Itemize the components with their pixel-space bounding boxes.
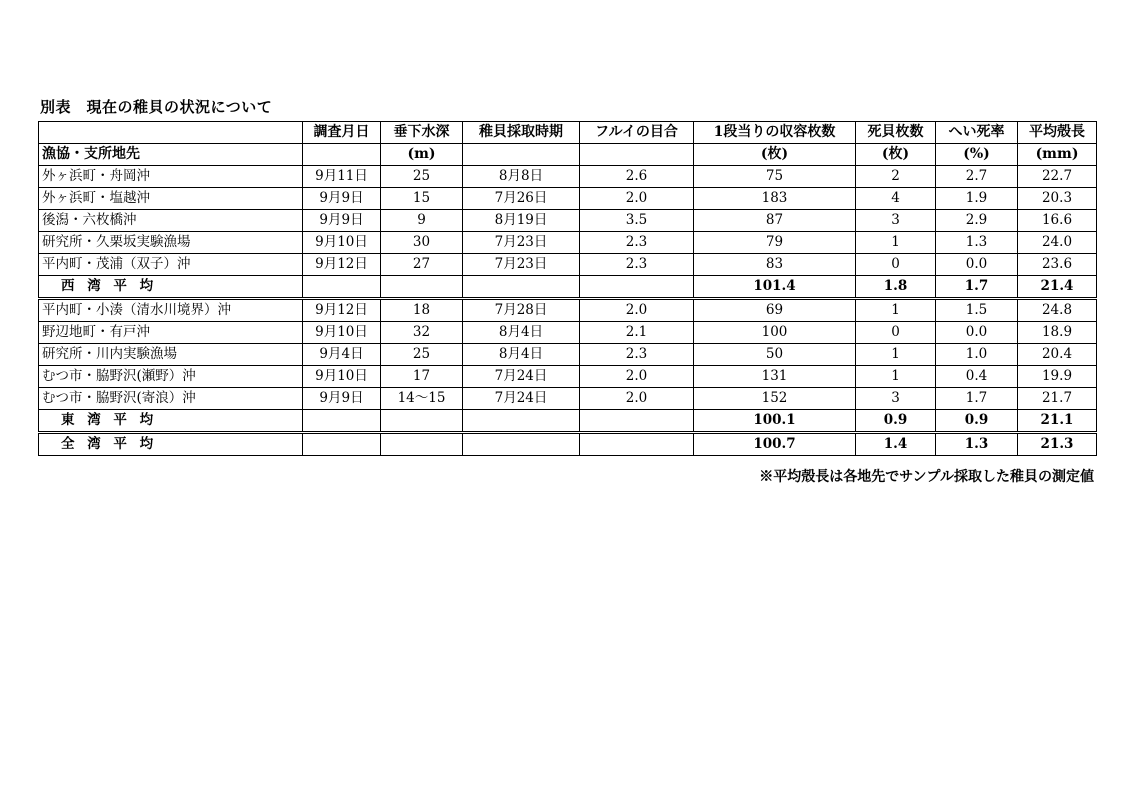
table-row: [39, 254, 1097, 276]
value-cell: 9月11日: [303, 166, 381, 188]
value-cell: 17: [381, 366, 463, 388]
value-cell: 2.7: [936, 166, 1018, 188]
value-cell: 9月9日: [303, 388, 381, 410]
header-cell: [39, 122, 303, 144]
value-cell: 32: [381, 322, 463, 344]
location-cell: 研究所・久栗坂実験漁場: [39, 232, 303, 254]
value-cell: [580, 276, 694, 299]
value-cell: [580, 410, 694, 433]
value-cell: 2.3: [580, 254, 694, 276]
header-cell: 漁協・支所地先: [39, 144, 303, 166]
header-cell: 1段当りの収容枚数: [694, 122, 856, 144]
value-cell: 2.0: [580, 366, 694, 388]
value-cell: 0: [856, 254, 936, 276]
value-cell: 100.1: [694, 410, 856, 433]
value-cell: 79: [694, 232, 856, 254]
value-cell: 2.0: [580, 388, 694, 410]
value-cell: 19.9: [1018, 366, 1097, 388]
value-cell: 75: [694, 166, 856, 188]
value-cell: [463, 433, 580, 456]
value-cell: 1.7: [936, 388, 1018, 410]
header-cell: 垂下水深: [381, 122, 463, 144]
value-cell: [381, 410, 463, 433]
value-cell: 87: [694, 210, 856, 232]
value-cell: 1.8: [856, 276, 936, 299]
value-cell: 0: [856, 322, 936, 344]
document-title: 別表 現在の稚貝の状況について: [40, 98, 273, 116]
value-cell: 14～15: [381, 388, 463, 410]
value-cell: [463, 276, 580, 299]
value-cell: 3: [856, 388, 936, 410]
value-cell: 1: [856, 366, 936, 388]
value-cell: 21.7: [1018, 388, 1097, 410]
footnote: ※平均殻長は各地先でサンプル採取した稚貝の測定値: [759, 469, 1094, 485]
value-cell: 18: [381, 299, 463, 322]
value-cell: 9月10日: [303, 366, 381, 388]
location-cell: むつ市・脇野沢(瀬野）沖: [39, 366, 303, 388]
value-cell: 1.0: [936, 344, 1018, 366]
header-cell: フルイの目合: [580, 122, 694, 144]
value-cell: 2.9: [936, 210, 1018, 232]
header-row-2: [39, 144, 1097, 166]
location-cell: 後潟・六枚橋沖: [39, 210, 303, 232]
value-cell: 2.0: [580, 299, 694, 322]
value-cell: 8月4日: [463, 344, 580, 366]
value-cell: 1: [856, 299, 936, 322]
value-cell: 2.3: [580, 344, 694, 366]
header-cell: 死貝枚数: [856, 122, 936, 144]
header-cell: [303, 144, 381, 166]
location-cell: むつ市・脇野沢(寄浪）沖: [39, 388, 303, 410]
value-cell: 3.5: [580, 210, 694, 232]
value-cell: 2.6: [580, 166, 694, 188]
value-cell: 4: [856, 188, 936, 210]
value-cell: 83: [694, 254, 856, 276]
header-cell: [580, 144, 694, 166]
header-cell: (枚): [856, 144, 936, 166]
scallop-status-table: [38, 121, 1097, 456]
location-cell: 平内町・小湊（清水川境界）沖: [39, 299, 303, 322]
value-cell: 9月9日: [303, 188, 381, 210]
value-cell: 7月23日: [463, 232, 580, 254]
location-cell: 外ヶ浜町・塩越沖: [39, 188, 303, 210]
value-cell: 0.0: [936, 322, 1018, 344]
value-cell: 18.9: [1018, 322, 1097, 344]
value-cell: 22.7: [1018, 166, 1097, 188]
table-row: [39, 188, 1097, 210]
value-cell: 0.4: [936, 366, 1018, 388]
value-cell: 50: [694, 344, 856, 366]
value-cell: 25: [381, 344, 463, 366]
value-cell: 100.7: [694, 433, 856, 456]
table-row: [39, 322, 1097, 344]
value-cell: 9月10日: [303, 232, 381, 254]
value-cell: [381, 433, 463, 456]
location-cell: 平内町・茂浦（双子）沖: [39, 254, 303, 276]
value-cell: 27: [381, 254, 463, 276]
header-cell: 平均殻長: [1018, 122, 1097, 144]
all-bay-average-row: [39, 433, 1097, 456]
value-cell: 23.6: [1018, 254, 1097, 276]
header-row-1: [39, 122, 1097, 144]
location-cell: 外ヶ浜町・舟岡沖: [39, 166, 303, 188]
value-cell: 2.1: [580, 322, 694, 344]
table-row: [39, 366, 1097, 388]
value-cell: 1: [856, 232, 936, 254]
value-cell: 21.4: [1018, 276, 1097, 299]
value-cell: 9月4日: [303, 344, 381, 366]
value-cell: [463, 410, 580, 433]
value-cell: 3: [856, 210, 936, 232]
header-cell: 稚貝採取時期: [463, 122, 580, 144]
value-cell: 20.4: [1018, 344, 1097, 366]
table-row: [39, 299, 1097, 322]
west-bay-average-row: [39, 276, 1097, 299]
value-cell: 9: [381, 210, 463, 232]
value-cell: 7月28日: [463, 299, 580, 322]
header-cell: (m): [381, 144, 463, 166]
value-cell: 30: [381, 232, 463, 254]
value-cell: [303, 276, 381, 299]
value-cell: [303, 433, 381, 456]
value-cell: 20.3: [1018, 188, 1097, 210]
value-cell: 24.8: [1018, 299, 1097, 322]
value-cell: 24.0: [1018, 232, 1097, 254]
table-row: [39, 210, 1097, 232]
location-cell: 全 湾 平 均: [39, 433, 303, 456]
header-cell: 調査月日: [303, 122, 381, 144]
value-cell: 2: [856, 166, 936, 188]
header-cell: (%): [936, 144, 1018, 166]
value-cell: 131: [694, 366, 856, 388]
value-cell: 16.6: [1018, 210, 1097, 232]
value-cell: 7月23日: [463, 254, 580, 276]
header-cell: (枚): [694, 144, 856, 166]
value-cell: [381, 276, 463, 299]
value-cell: 1.5: [936, 299, 1018, 322]
value-cell: 9月9日: [303, 210, 381, 232]
value-cell: 9月10日: [303, 322, 381, 344]
table-row: [39, 166, 1097, 188]
value-cell: [580, 433, 694, 456]
value-cell: 15: [381, 188, 463, 210]
value-cell: 1.3: [936, 232, 1018, 254]
value-cell: 7月24日: [463, 388, 580, 410]
value-cell: 2.0: [580, 188, 694, 210]
value-cell: 100: [694, 322, 856, 344]
value-cell: 1.4: [856, 433, 936, 456]
table-row: [39, 344, 1097, 366]
value-cell: 21.1: [1018, 410, 1097, 433]
value-cell: 25: [381, 166, 463, 188]
value-cell: 8月8日: [463, 166, 580, 188]
value-cell: 152: [694, 388, 856, 410]
value-cell: 0.9: [856, 410, 936, 433]
east-bay-average-row: [39, 410, 1097, 433]
location-cell: 野辺地町・有戸沖: [39, 322, 303, 344]
value-cell: 0.0: [936, 254, 1018, 276]
value-cell: 9月12日: [303, 299, 381, 322]
value-cell: 183: [694, 188, 856, 210]
value-cell: 9月12日: [303, 254, 381, 276]
header-cell: へい死率: [936, 122, 1018, 144]
table-row: [39, 232, 1097, 254]
value-cell: 0.9: [936, 410, 1018, 433]
header-cell: [463, 144, 580, 166]
location-cell: 東 湾 平 均: [39, 410, 303, 433]
table-row: [39, 388, 1097, 410]
value-cell: [303, 410, 381, 433]
value-cell: 1.3: [936, 433, 1018, 456]
value-cell: 69: [694, 299, 856, 322]
value-cell: 8月4日: [463, 322, 580, 344]
location-cell: 西 湾 平 均: [39, 276, 303, 299]
value-cell: 1: [856, 344, 936, 366]
value-cell: 1.7: [936, 276, 1018, 299]
value-cell: 8月19日: [463, 210, 580, 232]
value-cell: 21.3: [1018, 433, 1097, 456]
value-cell: 1.9: [936, 188, 1018, 210]
value-cell: 2.3: [580, 232, 694, 254]
value-cell: 101.4: [694, 276, 856, 299]
location-cell: 研究所・川内実験漁場: [39, 344, 303, 366]
header-cell: (mm): [1018, 144, 1097, 166]
value-cell: 7月26日: [463, 188, 580, 210]
value-cell: 7月24日: [463, 366, 580, 388]
